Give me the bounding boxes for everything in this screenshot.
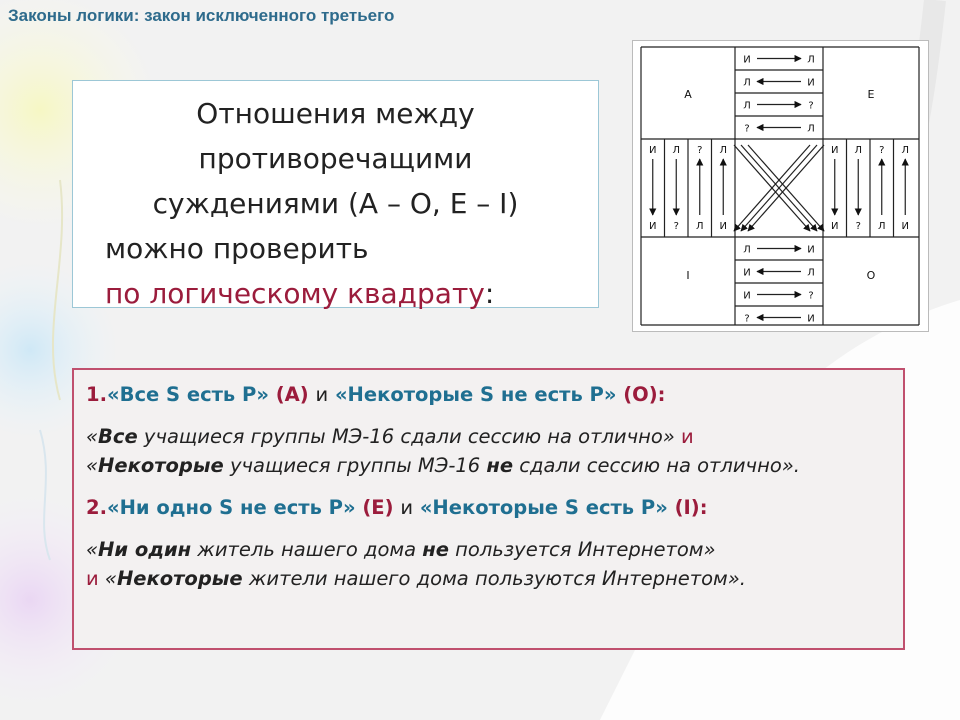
example-1-heading: [86, 380, 891, 409]
quote-open: «: [104, 567, 117, 590]
right-value: Л: [901, 145, 910, 156]
intro-line-1: Отношения между: [196, 97, 475, 130]
right-value: ?: [855, 221, 861, 232]
bottom-value: ?: [744, 313, 750, 325]
bottom-value: И: [743, 267, 751, 279]
right-value: И: [831, 221, 839, 232]
right-value: Л: [877, 221, 886, 232]
example-1-number: 1.: [86, 383, 107, 406]
emphasis-word: не: [422, 538, 449, 561]
slide-title: Законы логики: закон исключенного третьего: [8, 6, 395, 25]
intro-line-5: [73, 271, 598, 316]
example-1-sentence: [86, 422, 891, 480]
example-2-letter-i: (I): [674, 496, 700, 519]
example-2-judgment-i: «Некоторые S есть P»: [419, 496, 668, 519]
example-2-colon: :: [699, 496, 708, 519]
top-value: ?: [744, 123, 750, 135]
intro-line-3: суждениями (А – О, Е – I): [152, 187, 519, 220]
emphasis-word: Некоторые: [98, 454, 224, 477]
example-1-judgment-o: «Некоторые S не есть P»: [334, 383, 617, 406]
top-value: Л: [743, 100, 751, 112]
example-2-heading: [86, 493, 891, 522]
left-value: Л: [695, 221, 704, 232]
intro-text-box: [72, 80, 599, 308]
bottom-value: Л: [743, 244, 751, 256]
sentence-text: сдали сессию на отлично».: [513, 454, 800, 477]
bottom-value: И: [743, 290, 751, 302]
corner-label-i: I: [686, 269, 690, 282]
right-value: Л: [854, 145, 863, 156]
emphasis-word: Некоторые: [116, 567, 243, 590]
example-2-judgment-e: «Ни одно S не есть P»: [106, 496, 356, 519]
emphasis-word: Все: [98, 425, 138, 448]
left-value: Л: [719, 145, 728, 156]
emphasis-word: Ни один: [98, 538, 192, 561]
logical-square-phrase: по логическому квадрату: [105, 277, 485, 310]
top-value: Л: [807, 123, 815, 135]
intro-line-4: можно проверить: [105, 232, 369, 265]
example-1-judgment-a: «Все S есть P»: [106, 383, 269, 406]
left-value: И: [649, 221, 657, 232]
intro-colon: :: [484, 277, 495, 310]
sentence-text: жители нашего дома пользуются Интернетом».: [242, 567, 746, 590]
top-value: Л: [743, 77, 751, 89]
examples-box: [72, 368, 905, 650]
bottom-value: И: [807, 313, 815, 325]
example-2-letter-e: (Е): [362, 496, 394, 519]
example-2-conjunction: и: [400, 496, 414, 519]
right-value: ?: [879, 145, 885, 156]
bottom-value: И: [807, 244, 815, 256]
left-value: ?: [673, 221, 679, 232]
logical-square-figure: [633, 41, 928, 331]
corner-label-o: О: [866, 269, 876, 282]
top-value: И: [807, 77, 815, 89]
right-value: И: [901, 221, 909, 232]
example-2-sentence: [86, 535, 891, 593]
left-value: Л: [672, 145, 681, 156]
example-1-letter-a: (А): [275, 383, 309, 406]
right-value: И: [831, 145, 839, 156]
quote-open: «: [86, 454, 99, 477]
sentence-text: пользуется Интернетом»: [448, 538, 716, 561]
sentence-conjunction: и: [86, 567, 99, 590]
left-value: И: [649, 145, 657, 156]
logical-square-diagram: [632, 40, 929, 332]
example-1-conjunction: и: [315, 383, 329, 406]
sentence-text: житель нашего дома: [191, 538, 423, 561]
top-value: ?: [808, 100, 814, 112]
emphasis-word: не: [486, 454, 514, 477]
corner-label-a: А: [684, 88, 692, 101]
example-1-letter-o: (О): [623, 383, 658, 406]
quote-open: «: [86, 538, 99, 561]
sentence-text: учащиеся группы МЭ-16 сдали сессию на отлично»: [137, 425, 675, 448]
left-value: И: [719, 221, 727, 232]
top-value: Л: [807, 54, 815, 66]
top-value: И: [743, 54, 751, 66]
sentence-conjunction: и: [681, 425, 694, 448]
example-1-colon: :: [657, 383, 666, 406]
bottom-value: Л: [807, 267, 815, 279]
sentence-text: учащиеся группы МЭ-16: [223, 454, 487, 477]
left-value: ?: [697, 145, 703, 156]
intro-line-2: противоречащими: [198, 142, 473, 175]
quote-open: «: [86, 425, 99, 448]
bottom-value: ?: [808, 290, 814, 302]
example-2-number: 2.: [86, 496, 107, 519]
corner-label-e: Е: [867, 88, 875, 101]
